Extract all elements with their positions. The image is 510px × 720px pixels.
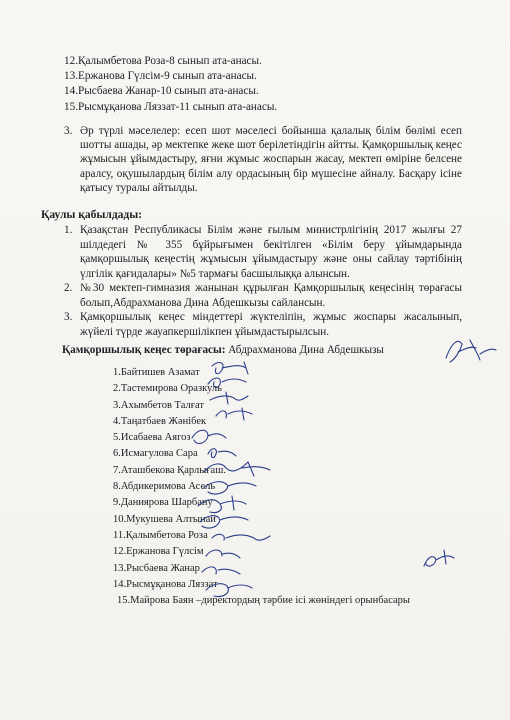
chair-line xyxy=(62,344,384,356)
item-number: 3. xyxy=(64,125,73,137)
parents-list xyxy=(64,54,277,115)
bleed-through-top xyxy=(110,4,410,44)
list-item: 15.Рысмұқанова Ляззат-11 сынып ата-анасы. xyxy=(64,100,278,113)
chair-label: Қамқоршылық кеңес төрағасы: xyxy=(62,344,226,356)
decision-item xyxy=(64,223,462,281)
list-item: 5.Исабаева Аягоз xyxy=(113,432,191,444)
item-text: №30 мектеп-гимназия жанынан құрылған Қамқоршылық кеңесінің төрағасы болып,Абдрахманова Дина Абдешкызы сайлансын. xyxy=(80,282,462,309)
list-item: 10.Мукушева Алтынай xyxy=(113,513,216,525)
item-number: 1. xyxy=(64,224,73,236)
list-item: 2.Тастемирова Оразкуль xyxy=(113,383,222,395)
decisions-list xyxy=(64,223,462,339)
item-text: Қазақстан Республикасы Білім және ғылым министрлігінің 2017 жылғы 27 шілдедегі № 355 бұйрығымен бекітілген «Білім беру ұйымдарында қамқоршылық кеңестің жұмысын ұйымдастыру және оны сайлау тәртібінің үлгілік қағидалары» №5 тармағы басшылыққа алынсын. xyxy=(80,224,462,280)
decisions-heading: Қаулы қабылдады: xyxy=(41,209,143,221)
chair-signature xyxy=(440,334,500,368)
list-item: 7.Аташбекова Қарлығаш. xyxy=(113,464,226,476)
deputy-signature xyxy=(418,548,458,574)
item-text: Қамқоршылық кеңес міндеттері жүктеліпін, жұмыс жоспары жасалынып, жүйелі түрде жауапкершілікпен ұйымдастырылсын. xyxy=(80,311,462,338)
item-number: 2. xyxy=(64,282,73,294)
list-item: 13.Рысбаева Жанар xyxy=(113,562,200,574)
agenda-item-3 xyxy=(64,124,462,195)
item-text: Әр түрлі мәселелер: есеп шот мәселесі бойынша қалалық білім бөлімі есеп шотты ашады, әр мектепке жеке шот берілетіндігін айтты. Қамқоршылық кеңес жұмысын ұйымдастыру, яғни жұмыс жоспарын жасау, мектеп өміріне белсене аралсу, оқушылардың білім алу ордасының бір мүшесіне айналу. Басқару ісіне қатысу туралы айтылды. xyxy=(80,125,462,194)
list-item: 13.Ержанова Гүлсім-9 сынып ата-анасы. xyxy=(64,70,257,83)
list-item: 6.Исмагулова Сара xyxy=(113,448,198,460)
member-signatures xyxy=(182,358,362,608)
chair-name: Абдрахманова Дина Абдешкызы xyxy=(228,344,384,356)
list-item: 3.Ахымбетов Талғат xyxy=(113,399,204,411)
list-item: 12.Ержанова Гүлсім xyxy=(113,546,204,558)
list-item: 11.Қалымбетова Роза xyxy=(113,529,208,541)
list-item: 4.Таңатбаев Жәнібек xyxy=(113,415,207,427)
list-item: 12.Қалымбетова Роза-8 сынып ата-анасы. xyxy=(64,55,262,67)
list-item: 14.Рысмұқанова Ляззат xyxy=(113,578,218,590)
list-item: 9.Даниярова Шарбану xyxy=(113,497,213,509)
decision-item xyxy=(64,281,462,310)
item-number: 3. xyxy=(64,311,73,323)
list-item: 8.Абдикеримова Асель xyxy=(113,481,216,493)
list-item: 14.Рысбаева Жанар-10 сынып ата-анасы. xyxy=(64,85,259,98)
list-item: 15.Майрова Баян –директордың тәрбие ісі жөніндегі орынбасары xyxy=(117,595,410,607)
list-item: 1.Байтишев Азамат xyxy=(113,367,200,378)
decision-item xyxy=(64,310,462,339)
